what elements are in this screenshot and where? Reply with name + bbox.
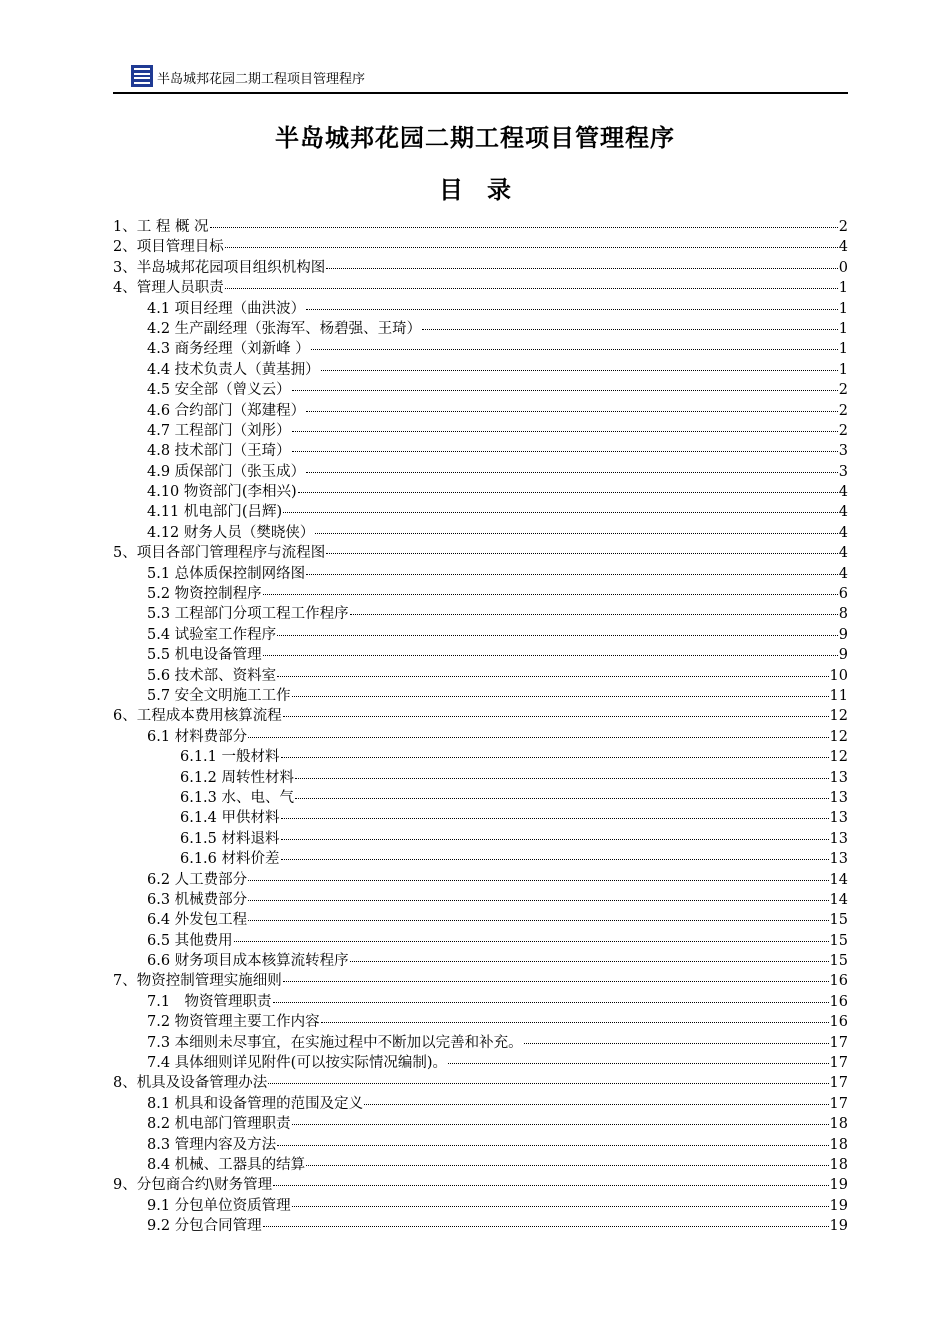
toc-leader-dots: [306, 472, 838, 473]
toc-entry-label: 4.8 技术部门（王琦）: [147, 443, 291, 460]
toc-entry-page: 3: [838, 443, 848, 460]
toc-leader-dots: [281, 839, 829, 840]
toc-entry-page: 15: [829, 912, 848, 929]
toc-entry[interactable]: [113, 1073, 848, 1093]
toc-entry-page: 14: [829, 871, 848, 888]
toc-entry[interactable]: [113, 1135, 848, 1155]
toc-entry[interactable]: [113, 971, 848, 991]
toc-entry[interactable]: [113, 339, 848, 359]
toc-entry-label: 7.3 本细则未尽事宜，在实施过程中不断加以完善和补充。: [147, 1034, 523, 1051]
toc-entry-label: 6.1.2 周转性材料: [180, 769, 295, 786]
toc-entry-page: 13: [829, 769, 848, 786]
toc-leader-dots: [268, 1083, 828, 1084]
toc-entry[interactable]: [113, 1094, 848, 1114]
toc-entry-page: 9: [838, 647, 848, 664]
toc-entry-label: 4.2 生产副经理（张海军、杨碧强、王琦）: [147, 320, 422, 337]
toc-entry[interactable]: [113, 380, 848, 400]
toc-entry-label: 8.4 机械、工器具的结算: [147, 1156, 306, 1173]
toc-entry-page: 18: [829, 1116, 848, 1133]
toc-entry[interactable]: [113, 849, 848, 869]
toc-leader-dots: [350, 961, 829, 962]
toc-leader-dots: [321, 370, 838, 371]
toc-entry-page: 2: [838, 382, 848, 399]
toc-entry[interactable]: [113, 747, 848, 767]
toc-entry-label: 6.4 外发包工程: [147, 912, 248, 929]
toc-entry-label: 6.1.6 材料价差: [180, 851, 280, 868]
toc-entry-label: 3、半岛城邦花园项目组织机构图: [113, 259, 326, 276]
toc-entry-page: 4: [838, 565, 848, 582]
toc-entry-page: 4: [838, 504, 848, 521]
toc-entry[interactable]: [113, 401, 848, 421]
toc-entry-page: 1: [838, 280, 848, 297]
toc-leader-dots: [306, 574, 838, 575]
toc-entry-label: 4.12 财务人员（樊晓侠）: [147, 524, 315, 541]
toc-entry-label: 6.1.4 甲供材料: [180, 810, 280, 827]
toc-entry-page: 12: [829, 728, 848, 745]
toc-leader-dots: [315, 533, 837, 534]
toc-leader-dots: [326, 553, 838, 554]
toc-entry[interactable]: [113, 992, 848, 1012]
toc-entry-label: 5.4 试验室工作程序: [147, 626, 277, 643]
toc-entry-page: 6: [838, 586, 848, 603]
toc-entry[interactable]: [113, 584, 848, 604]
toc-entry-page: 18: [829, 1156, 848, 1173]
toc-entry-page: 4: [838, 545, 848, 562]
toc-entry[interactable]: [113, 523, 848, 543]
toc-entry-label: 4.11 机电部门(吕辉): [147, 504, 283, 521]
toc-entry[interactable]: [113, 299, 848, 319]
toc-entry[interactable]: [113, 951, 848, 971]
toc-entry-label: 6.1.3 水、电、气: [180, 789, 295, 806]
toc-entry-label: 6.1.5 材料退料: [180, 830, 280, 847]
toc-entry[interactable]: [113, 462, 848, 482]
toc-entry-page: 17: [829, 1075, 848, 1092]
toc-entry[interactable]: [113, 421, 848, 441]
toc-entry-label: 5.1 总体质保控制网络图: [147, 565, 306, 582]
toc-leader-dots: [524, 1043, 829, 1044]
toc-leader-dots: [281, 757, 829, 758]
toc-entry[interactable]: [113, 319, 848, 339]
toc-leader-dots: [210, 227, 838, 228]
toc-leader-dots: [306, 309, 838, 310]
toc-entry[interactable]: [113, 502, 848, 522]
table-of-contents: [113, 217, 848, 1237]
toc-entry-page: 13: [829, 789, 848, 806]
toc-entry[interactable]: [113, 237, 848, 257]
toc-leader-dots: [277, 1145, 828, 1146]
toc-leader-dots: [306, 411, 838, 412]
toc-entry[interactable]: [113, 1155, 848, 1175]
toc-entry-label: 7.1 物资管理职责: [147, 993, 272, 1010]
toc-leader-dots: [248, 880, 828, 881]
toc-entry-label: 4.4 技术负责人（黄基拥）: [147, 361, 320, 378]
toc-entry[interactable]: [113, 1114, 848, 1134]
toc-entry-label: 4.5 安全部（曾义云）: [147, 382, 291, 399]
toc-leader-dots: [225, 247, 838, 248]
toc-entry-label: 7.4 具体细则详见附件(可以按实际情况编制)。: [147, 1055, 447, 1072]
toc-leader-dots: [292, 1124, 829, 1125]
toc-entry-page: 2: [838, 422, 848, 439]
toc-entry[interactable]: [113, 890, 848, 910]
toc-leader-dots: [273, 1002, 829, 1003]
toc-entry-label: 5、项目各部门管理程序与流程图: [113, 545, 326, 562]
toc-entry[interactable]: [113, 1033, 848, 1053]
toc-entry-label: 6.1 材料费部分: [147, 728, 248, 745]
toc-entry-label: 9、分包商合约\财务管理: [113, 1177, 273, 1194]
toc-entry-label: 8.1 机具和设备管理的范围及定义: [147, 1095, 364, 1112]
toc-entry[interactable]: [113, 217, 848, 237]
toc-entry[interactable]: [113, 604, 848, 624]
toc-entry[interactable]: [113, 686, 848, 706]
toc-entry-label: 2、项目管理目标: [113, 239, 224, 256]
toc-entry-page: 13: [829, 851, 848, 868]
toc-entry-page: 1: [838, 320, 848, 337]
toc-entry-page: 8: [838, 606, 848, 623]
toc-leader-dots: [277, 676, 828, 677]
toc-entry-page: 1: [838, 361, 848, 378]
toc-entry-label: 5.2 物资控制程序: [147, 586, 262, 603]
toc-entry-page: 1: [838, 341, 848, 358]
toc-leader-dots: [295, 778, 829, 779]
toc-entry-label: 8.3 管理内容及方法: [147, 1136, 277, 1153]
toc-entry[interactable]: [113, 564, 848, 584]
toc-entry[interactable]: [113, 1216, 848, 1236]
toc-entry-page: 13: [829, 830, 848, 847]
toc-entry-page: 12: [829, 749, 848, 766]
toc-entry-label: 4.9 质保部门（张玉成）: [147, 463, 306, 480]
toc-entry-label: 6.5 其他费用: [147, 932, 233, 949]
toc-leader-dots: [263, 655, 838, 656]
toc-entry-page: 11: [829, 687, 848, 704]
toc-entry-page: 15: [829, 953, 848, 970]
toc-entry-page: 12: [829, 708, 848, 725]
toc-leader-dots: [248, 900, 828, 901]
toc-entry-label: 6.3 机械费部分: [147, 891, 248, 908]
toc-entry[interactable]: [113, 788, 848, 808]
toc-entry[interactable]: [113, 1196, 848, 1216]
toc-entry-page: 0: [838, 259, 848, 276]
toc-entry-page: 4: [838, 524, 848, 541]
toc-leader-dots: [277, 635, 838, 636]
toc-leader-dots: [350, 614, 838, 615]
toc-entry-label: 5.6 技术部、资料室: [147, 667, 277, 684]
toc-entry[interactable]: [113, 870, 848, 890]
toc-leader-dots: [292, 431, 838, 432]
toc-entry-page: 13: [829, 810, 848, 827]
toc-heading: 目 录: [439, 175, 511, 204]
header-title: 半岛城邦花园二期工程项目管理程序: [157, 72, 366, 87]
toc-entry[interactable]: [113, 258, 848, 278]
toc-entry-label: 9.2 分包合同管理: [147, 1218, 262, 1235]
toc-entry-label: 8、机具及设备管理办法: [113, 1075, 268, 1092]
toc-entry-page: 9: [838, 626, 848, 643]
toc-entry-page: 1: [838, 300, 848, 317]
toc-entry-label: 6.1.1 一般材料: [180, 749, 280, 766]
toc-leader-dots: [248, 920, 828, 921]
toc-entry[interactable]: [113, 727, 848, 747]
toc-entry[interactable]: [113, 1175, 848, 1195]
toc-entry[interactable]: [113, 482, 848, 502]
toc-entry-page: 17: [829, 1034, 848, 1051]
toc-entry-label: 7、物资控制管理实施细则: [113, 973, 282, 990]
toc-entry[interactable]: [113, 829, 848, 849]
toc-leader-dots: [225, 288, 838, 289]
toc-entry[interactable]: [113, 910, 848, 930]
toc-entry-page: 16: [829, 993, 848, 1010]
toc-leader-dots: [281, 859, 829, 860]
toc-entry[interactable]: [113, 645, 848, 665]
toc-entry[interactable]: [113, 360, 848, 380]
toc-entry-label: 4.10 物资部门(李相兴): [147, 484, 297, 501]
toc-entry-label: 8.2 机电部门管理职责: [147, 1116, 291, 1133]
toc-leader-dots: [263, 594, 838, 595]
toc-entry-page: 16: [829, 973, 848, 990]
toc-entry-page: 18: [829, 1136, 848, 1153]
toc-leader-dots: [292, 451, 838, 452]
toc-leader-dots: [283, 981, 829, 982]
toc-leader-dots: [326, 268, 838, 269]
toc-entry-page: 17: [829, 1095, 848, 1112]
toc-leader-dots: [364, 1104, 828, 1105]
toc-entry[interactable]: [113, 768, 848, 788]
toc-entry[interactable]: [113, 706, 848, 726]
toc-entry[interactable]: [113, 666, 848, 686]
toc-leader-dots: [234, 941, 829, 942]
toc-leader-dots: [422, 329, 838, 330]
toc-entry-label: 1、工 程 概 况: [113, 219, 209, 235]
toc-leader-dots: [281, 818, 829, 819]
toc-entry-page: 19: [829, 1177, 848, 1194]
toc-leader-dots: [263, 1226, 829, 1227]
toc-entry-page: 4: [838, 484, 848, 501]
toc-leader-dots: [283, 716, 829, 717]
toc-leader-dots: [306, 1165, 828, 1166]
toc-entry[interactable]: [113, 278, 848, 298]
toc-entry[interactable]: [113, 543, 848, 563]
toc-entry-label: 5.7 安全文明施工工作: [147, 687, 291, 704]
toc-entry-label: 4.6 合约部门（郑建程）: [147, 402, 306, 419]
toc-entry-page: 3: [838, 463, 848, 480]
toc-leader-dots: [448, 1063, 829, 1064]
toc-leader-dots: [283, 512, 838, 513]
document-title: 半岛城邦花园二期工程项目管理程序: [275, 123, 675, 152]
toc-entry-page: 2: [838, 219, 848, 235]
toc-entry[interactable]: [113, 625, 848, 645]
toc-leader-dots: [298, 492, 838, 493]
toc-leader-dots: [295, 798, 829, 799]
toc-entry-page: 14: [829, 891, 848, 908]
toc-leader-dots: [311, 349, 838, 350]
toc-entry-label: 9.1 分包单位资质管理: [147, 1197, 291, 1214]
toc-entry[interactable]: [113, 1012, 848, 1032]
toc-entry-page: 10: [829, 667, 848, 684]
page-header: [113, 62, 848, 94]
toc-leader-dots: [292, 390, 838, 391]
toc-entry-label: 4.1 项目经理（曲洪波）: [147, 300, 306, 317]
company-logo-icon: [131, 65, 153, 87]
toc-leader-dots: [321, 1022, 829, 1023]
toc-leader-dots: [292, 1206, 829, 1207]
toc-entry-page: 15: [829, 932, 848, 949]
toc-entry-label: 4、管理人员职责: [113, 280, 224, 297]
toc-entry-label: 5.5 机电设备管理: [147, 647, 262, 664]
toc-entry-label: 6、工程成本费用核算流程: [113, 708, 282, 725]
toc-entry-label: 6.6 财务项目成本核算流转程序: [147, 953, 349, 970]
toc-leader-dots: [273, 1185, 828, 1186]
toc-entry[interactable]: [113, 931, 848, 951]
toc-entry-page: 2: [838, 402, 848, 419]
toc-leader-dots: [248, 737, 828, 738]
toc-entry-label: 6.2 人工费部分: [147, 871, 248, 888]
toc-leader-dots: [292, 696, 829, 697]
toc-entry-label: 5.3 工程部门分项工程工作程序: [147, 606, 349, 623]
toc-entry-label: 7.2 物资管理主要工作内容: [147, 1014, 320, 1031]
toc-entry[interactable]: [113, 1053, 848, 1073]
toc-entry[interactable]: [113, 441, 848, 461]
toc-entry-page: 16: [829, 1014, 848, 1031]
toc-entry-page: 19: [829, 1197, 848, 1214]
toc-entry-page: 17: [829, 1055, 848, 1072]
toc-entry-page: 4: [838, 239, 848, 256]
toc-entry-page: 19: [829, 1218, 848, 1235]
toc-entry[interactable]: [113, 808, 848, 828]
toc-entry-label: 4.3 商务经理（刘新峰 ）: [147, 341, 310, 358]
toc-entry-label: 4.7 工程部门（刘彤）: [147, 422, 291, 439]
